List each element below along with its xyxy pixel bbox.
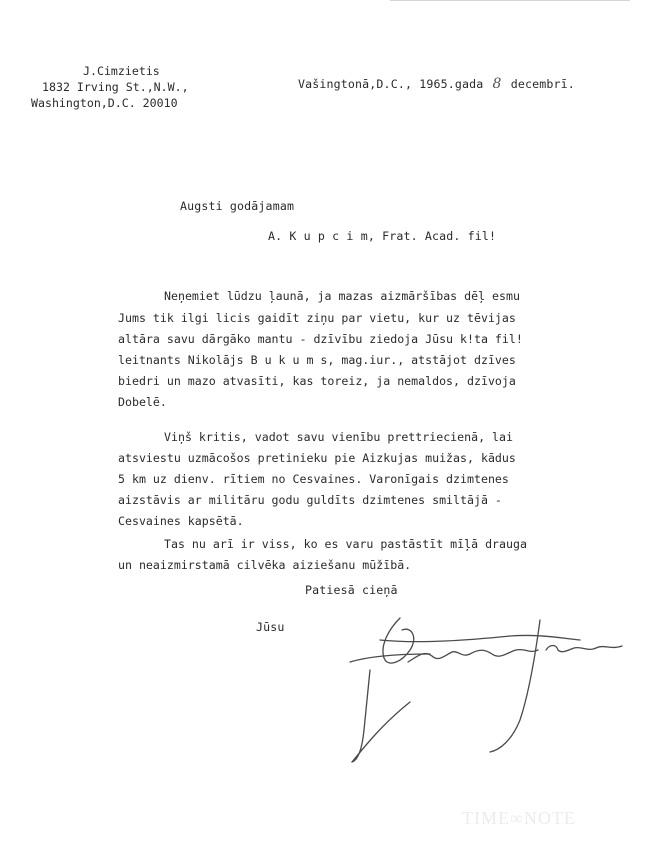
body-line: biedri un mazo atvasīti, kas toreiz, ja nemaldos, dzīvoja	[118, 374, 516, 388]
body-line: Cesvaines kapsētā.	[118, 514, 244, 528]
dateline-day: 8	[492, 76, 502, 92]
body-line: atsviestu uzmācošos pretinieku pie Aizkujas muižas, kādus	[118, 451, 516, 465]
body-line: Jums tik ilgi licis gaidīt ziņu par vietu, kur uz tēvijas	[118, 311, 516, 325]
body-line: altāra savu dārgāko mantu - dzīvību ziedoja Jūsu k!ta fil!	[118, 332, 523, 346]
watermark: TIME∞NOTE	[462, 808, 576, 828]
yours: Jūsu	[256, 620, 285, 634]
body-line: un neaizmirstamā cilvēka aiziešanu mūžībā.	[118, 558, 412, 572]
sender-address	[31, 63, 189, 111]
dateline-place-year: Vašingtonā,D.C., 1965.gada	[298, 77, 484, 91]
handwritten-signature	[340, 610, 640, 774]
sender-street: 1832 Irving St.,N.W.,	[42, 80, 189, 94]
body-line: Neņemiet lūdzu ļaunā, ja mazas aizmāršības dēļ esmu	[164, 289, 520, 303]
body-line: Dobelē.	[118, 395, 167, 409]
sender-city: Washington,D.C. 20010	[31, 96, 178, 110]
dateline	[298, 76, 575, 92]
body-line: Tas nu arī ir viss, ko es varu pastāstīt mīļā drauga	[164, 537, 527, 551]
addressee: A. K u p c i m, Frat. Acad. fil!	[268, 229, 497, 243]
closing: Patiesā cieņā	[305, 583, 398, 597]
signature-drawing	[340, 610, 640, 770]
body-line: Viņš kritis, vadot savu vienību prettriecienā, lai	[164, 430, 514, 444]
sender-name: J.Cimzietis	[83, 64, 160, 78]
body-line: aizstāvis ar militāru godu guldīts dzimtenes smiltājā -	[118, 493, 502, 507]
dateline-month: decembrī.	[510, 77, 575, 91]
body-line: 5 km uz dienv. rītiem no Cesvaines. Varonīgais dzimtenes	[118, 472, 509, 486]
body-line: leitnants Nikolājs B u k u m s, mag.iur., atstājot dzīves	[118, 353, 516, 367]
salutation: Augsti godājamam	[180, 199, 295, 213]
top-edge-rule	[390, 0, 630, 1]
